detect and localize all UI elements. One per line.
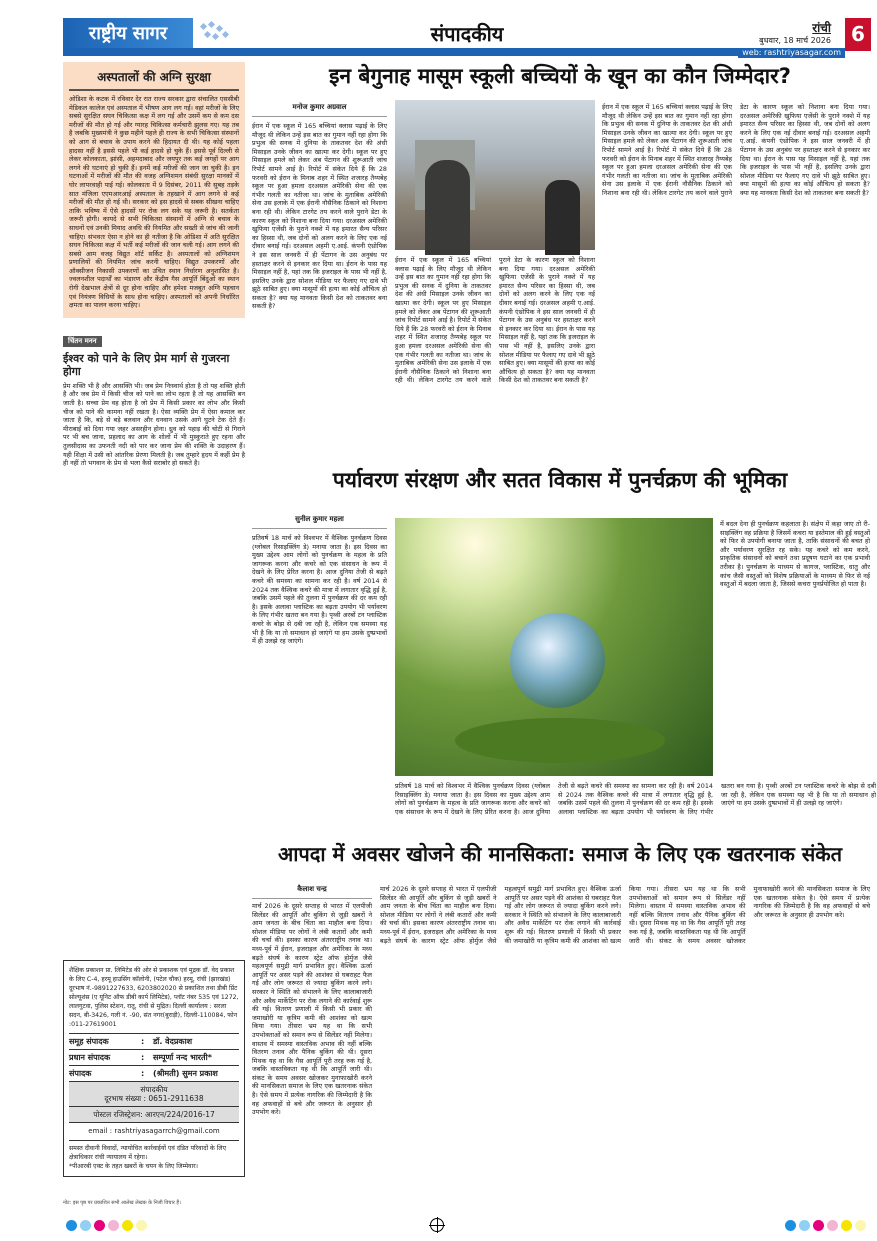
- chintan-manan-section: [63, 328, 245, 468]
- article2-col3: में बदल देना ही पुनर्चक्रण कहलाता है। संक्षेप में कहा जाए तो री-साइक्लिंग वह प्रक्रिया है जिसमें कचरा या इस्तेमाल की हुई वस्तुओं को फिर से उपयोगी बनाया जाता है, ताकि संसाधनों की बचत हो और पर्यावरण सुरक्षित रह सके। यह कचरे को कम करने, प्राकृतिक संसाधनों को बचाने तथा प्रदूषण घटाने का एक प्रभावी तरीका है। पुनर्चक्रण के माध्यम से कागज, प्लास्टिक, धातु और कांच जैसी वस्तुओं को विशेष प्रक्रियाओं के माध्यम से फिर से नई वस्तुओं में बदला जाता है, जिससे कचरा पुनर्प्रयोजित हो पाता है।: [720, 520, 870, 589]
- staff-row: [69, 1033, 239, 1049]
- chintan-body: प्रेम शक्ति भी है और आसक्ति भी। जब प्रेम निःस्वार्थ होता है तो यह शक्ति होती है और जब प्रेम में किसी चीज को पाने का लोभ रहता है तो यह आसक्ति बन जाती है। सच्चा प्रेम वह होता है जो प्रेम में किसी प्रकार का लोभ और किसी चीज को पाने की कामना नहीं रखता है। ऐसा व्यक्ति प्रेम में ऐसा कमाल कर जाता है कि, बड़े से बड़े बलवान और धनवान उसके आगे घुटने टेक देते हैं। मीराबाई को दिया गया जहर असरहीन होना। ध्रुव को पहाड़ की चोटी से गिराने पर भी बच जाना, प्रहलाद का आग के शोलों में भी मुस्कुराते हुए रहना और तुलसीदास का उफनती नदी को पार कर जाना प्रेम की शक्ति के उदाहरण हैं। यही शिक्षा में उसी को आंतरिक प्रेरणा मिलती है। जब तुम्हारे हृदय में कहीं प्रेम है ही नहीं तो भगवान के प्रेम से भला कैसे सराबोर हो सकते है।: [63, 381, 245, 468]
- section-title: संपादकीय: [430, 22, 504, 46]
- page-number: 6: [845, 18, 871, 51]
- masthead: [63, 18, 871, 48]
- article3-headline: आपदा में अवसर खोजने की मानसिकता: समाज के लिए एक खतरनाक संकेत: [277, 842, 843, 866]
- article1-col2: ईरान में एक स्कूल में 165 बच्चियां क्लास पढ़ाई के लिए मौजूद थी लेकिन उन्हें इस बात का गुमान नहीं रहा होगा कि प्रभुत्व की सनक में दुनिया के ताकतवर देश की अंधी मिसाइल उनके जीवन का खात्मा कर देगी। स्कूल पर हुए मिसाइल हमले को लेकर अब पेंटागन की शुरूआती जांच रिपोर्ट सामने आई है। रिपोर्ट में संकेत दिये हैं कि 28 फरवरी को ईरान के मिनाब शहर में स्थित शजारह तैय्यबेह स्कूल पर हुआ हमला दरअसल अमेरिकी सेना की एक गंभीर गलती का नतीजा था। जांच के मुताबिक अमेरिकी सेना उस इलाके में एक ईरानी नौसैनिक ठिकाने को निशाना बना रही थी। लेकिन टारगेट तय करने वाले पुराने डेटा के कारण स्कूल को निशाना बना दिया गया। दरअसल अमेरिकी खुफिया एजेंसी के पुराने नक्शे में यह इमारत सैन्य परिसर का हिस्सा थी, जब दोनों को अलग करने के लिए एक नई दीवार बनाई गई। दरअसल अहमी ए.आई. कंपनी एंथ्रोपिक ने इस साल जनवरी में ही पेंटागन के उस अनुबंध पर हस्ताक्षर करने से इनकार कर दिया था। ईरान के पास यह मिसाइल नहीं है, यहां तक कि इजराइल के पास भी नहीं है, इसलिए उनके द्वारा सोशल मीडिया पर फैलाए गए दावे भी झूठे साबित हुए। क्या मासूमों की हत्या का कोई औचित्य हो सकता है? क्या यह मानवता किसी देश को ताकतवर बना सकती है?: [395, 256, 595, 385]
- staff-role: संपादक: [69, 1069, 92, 1078]
- email-link[interactable]: email : rashtriyasagarrch@gmail.com: [69, 1122, 239, 1140]
- article2-col2: प्रतिवर्ष 18 मार्च को विश्वभर में वैश्विक पुनर्चक्रण दिवस (ग्लोबल रिसाइक्लिंग डे) मनाया जाता है। इस दिवस का मुख्य उद्देश्य आम लोगों को पुनर्चक्रण के महत्व के प्रति जागरूक करना और कचरे को एक संसाधन के रूप में देखने के लिए प्रेरित करना है। आज दुनिया तेजी से बढ़ते कचरे की समस्या का सामना कर रही है। वर्ष 2014 से 2024 तक वैश्विक कचरे की मात्रा में लगातार वृद्धि हुई है, जबकि उसमें पहले की तुलना में पुनर्चक्रण की दर कम रही है। इसके अलावा प्लास्टिक का बढ़ता उपयोग भी पर्यावरण के लिए गंभीर खतरा बन गया है। पृथ्वी अरबों टन प्लास्टिक कचरे के बोझ से दबी जा रही है, लेकिन एक समस्या यह भी है कि या तो समाधान हो जाएंगे या हम उसके दुष्प्रभावों में ही उलझे रह जाएंगे।: [395, 782, 876, 816]
- staff-name: (श्रीमती) सुमन प्रकाश: [153, 1069, 218, 1078]
- article1-author: मनोज कुमार अग्रवाल: [252, 103, 387, 117]
- editorial-title: अस्पतालों की अग्नि सुरक्षा: [69, 68, 239, 91]
- postal-registration: पोस्टल रजिस्ट्रेशन: आरएन/224/2016-17: [69, 1106, 239, 1122]
- article2-headline: पर्यावरण संरक्षण और सतत विकास में पुनर्चक्रण की भूमिका: [332, 468, 788, 492]
- article2-author: सुनील कुमार महला: [252, 515, 387, 529]
- newspaper-logo: राष्ट्रीय सागर: [63, 18, 193, 48]
- article1-col1: ईरान में एक स्कूल में 165 बच्चियां क्लास पढ़ाई के लिए मौजूद थी लेकिन उन्हें इस बात का गुमान नहीं रहा होगा कि प्रभुत्व की सनक में दुनिया के ताकतवर देश की अंधी मिसाइल उनके जीवन का खात्मा कर देगी। स्कूल पर हुए मिसाइल हमले को लेकर अब पेंटागन की शुरूआती जांच रिपोर्ट सामने आई है। रिपोर्ट में संकेत दिये हैं कि 28 फरवरी को ईरान के मिनाब शहर में स्थित शजारह तैय्यबेह स्कूल पर हुआ हमला दरअसल अमेरिकी सेना की एक गंभीर गलती का नतीजा था। जांच के मुताबिक अमेरिकी सेना उस इलाके में एक ईरानी नौसैनिक ठिकाने को निशाना बना रही थी। लेकिन टारगेट तय करने वाले पुराने डेटा के कारण स्कूल को निशाना बना दिया गया। दरअसल अमेरिकी खुफिया एजेंसी के पुराने नक्शे में यह इमारत सैन्य परिसर का हिस्सा थी, जब दोनों को अलग करने के लिए एक नई दीवार बनाई गई। दरअसल अहमी ए.आई. कंपनी एंथ्रोपिक ने इस साल जनवरी में ही पेंटागन के उस अनुबंध पर हस्ताक्षर करने से इनकार कर दिया था। ईरान के पास यह मिसाइल नहीं है, यहां तक कि इजराइल के पास भी नहीं है, इसलिए उनके द्वारा सोशल मीडिया पर फैलाए गए दावे भी झूठे साबित हुए। क्या मासूमों की हत्या का कोई औचित्य हो सकता है? क्या यह मानवता किसी देश को ताकतवर बना सकती है?: [252, 122, 387, 311]
- article2-col1: प्रतिवर्ष 18 मार्च को विश्वभर में वैश्विक पुनर्चक्रण दिवस (ग्लोबल रिसाइक्लिंग डे) मनाया जाता है। इस दिवस का मुख्य उद्देश्य आम लोगों को पुनर्चक्रण के महत्व के प्रति जागरूक करना और कचरे को एक संसाधन के रूप में देखने के लिए प्रेरित करना है। आज दुनिया तेजी से बढ़ते कचरे की समस्या का सामना कर रही है। वर्ष 2014 से 2024 तक वैश्विक कचरे की मात्रा में लगातार वृद्धि हुई है, जबकि उसमें पहले की तुलना में पुनर्चक्रण की दर कम रही है। इसके अलावा प्लास्टिक का बढ़ता उपयोग भी पर्यावरण के लिए गंभीर खतरा बन गया है। पृथ्वी अरबों टन प्लास्टिक कचरे के बोझ से दबी जा रही है, लेकिन एक समस्या यह भी है कि या तो समाधान हो जाएंगे या हम उसके दुष्प्रभावों में ही उलझे रह जाएंगे।: [252, 534, 387, 646]
- article3-author: कैलाश चन्द्र: [252, 885, 372, 899]
- registration-mark-icon: [430, 1218, 444, 1232]
- article2-byline-wrap: [252, 515, 387, 533]
- staff-row: [69, 1049, 239, 1065]
- editorial-body: ओडिशा के कटक में रविवार देर रात राज्य सरकार द्वारा संचालित एससीबी मेडिकल कालेज एवं अस्पताल में भीषण आग लग गई। वहां मरीजों के लिए सबसे सुरक्षित सघन चिकित्सा कक्ष में लग गई और उसमें कम से कम दस मरीजों की मौत हो गई और ग्यारह चिकित्सा कर्मचारी झुलस गए। यह तब है जबकि मुख्यमंत्री ने कुछ महीने पहले ही राज्य के सभी चिकित्सा संस्थानों को आग से बचाव के उपाय करने की हिदायत दी थी। यह कोई पहला हादसा नहीं है इससे पहले भी कई हादसे हो चुके हैं। इससे पूर्व दिल्ली से लेकर कोलकाता, झांसी, अहमदाबाद और जयपुर तक कई जगहों पर आग लगने की घटनाएं हो चुकी हैं। इनमें कई मरीजों की जान जा चुकी है। इन घटनाओं में मरीजों की मौत की वजह अग्निशमन संबंधी सुरक्षा मानकों में घोर लापरवाही पाई गई। कोलकाता में 9 दिसंबर, 2011 की सुबह तड़के सात मंजिला एएमआरआई अस्पताल के तहखाने में आग लगने से कई मरीजों की मौत हो गई थी। सरकार को इस हादसे से सबक सीखना चाहिए ताकि भविष्य में ऐसे हादसों पर रोक लग सके यह जरूरी है। सतर्कता जरूरी होगी। कायदे से सभी चिकित्सा संस्थानों में अग्नि से बचाव के साधनों एवं उनकी मियाद अवधि की नियमित और सख्ती से जांच की जानी चाहिए। संभवतः ऐसा न होने का ही नतीजा है कि ओडिशा में अति सुरक्षित सघन चिकित्सा कक्ष में भर्ती कई मरीजों की जान चली गई। आग लगने की सबसे आम वजह विद्युत शॉर्ट सर्किट है। अस्पतालों को अग्निशमन प्रणालियों की नियमित जांच करनी चाहिए। विद्युत उपकरणों और ऑक्सीजन निकासी उपकरणों का उचित स्थान निर्धारण अनुशासित है। ज्वलनशील पदार्थों का भंडारण और केंद्रीय गैस आपूर्ति बिंदुओं का स्थान रोगी देखभाल क्षेत्रों से दूर होना चाहिए और हमेशा मजबूत अग्नि पहचान एवं नियंत्रण विधियों के साथ होना चाहिए। अस्पतालों को अपनी निर्धारित क्षमता का पालन करना चाहिए।: [69, 95, 239, 310]
- staff-role: प्रधान संपादक: [69, 1053, 111, 1062]
- article1-col3: ईरान में एक स्कूल में 165 बच्चियां क्लास पढ़ाई के लिए मौजूद थी लेकिन उन्हें इस बात का गुमान नहीं रहा होगा कि प्रभुत्व की सनक में दुनिया के ताकतवर देश की अंधी मिसाइल उनके जीवन का खात्मा कर देगी। स्कूल पर हुए मिसाइल हमले को लेकर अब पेंटागन की शुरूआती जांच रिपोर्ट सामने आई है। रिपोर्ट में संकेत दिये हैं कि 28 फरवरी को ईरान के मिनाब शहर में स्थित शजारह तैय्यबेह स्कूल पर हुआ हमला दरअसल अमेरिकी सेना की एक गंभीर गलती का नतीजा था। जांच के मुताबिक अमेरिकी सेना उस इलाके में एक ईरानी नौसैनिक ठिकाने को निशाना बना रही थी। लेकिन टारगेट तय करने वाले पुराने डेटा के कारण स्कूल को निशाना बना दिया गया। दरअसल अमेरिकी खुफिया एजेंसी के पुराने नक्शे में यह इमारत सैन्य परिसर का हिस्सा थी, जब दोनों को अलग करने के लिए एक नई दीवार बनाई गई। दरअसल अहमी ए.आई. कंपनी एंथ्रोपिक ने इस साल जनवरी में ही पेंटागन के उस अनुबंध पर हस्ताक्षर करने से इनकार कर दिया था। ईरान के पास यह मिसाइल नहीं है, यहां तक कि इजराइल के पास भी नहीं है, इसलिए उनके द्वारा सोशल मीडिया पर फैलाए गए दावे भी झूठे साबित हुए। क्या मासूमों की हत्या का कोई औचित्य हो सकता है? क्या यह मानवता किसी देश को ताकतवर बना सकती है?: [602, 103, 870, 197]
- chintan-label: चिंतन मनन: [63, 336, 102, 347]
- article3-cols: मार्च 2026 के दूसरे सप्ताह से भारत में एलपीजी सिलेंडर की आपूर्ति और बुकिंग से जुड़ी खबरों ने आम जनता के बीच चिंता का माहौल बना दिया। सोशल मीडिया पर लोगों ने लंबी कतारों और कमी की चर्चा की। इसका कारण अंतरराष्ट्रीय तनाव था। मध्य-पूर्व में ईरान, इजराइल और अमेरिका के मध्य बढ़ते संघर्ष के कारण स्ट्रेट ऑफ होर्मुज जैसे महत्वपूर्ण समुद्री मार्ग प्रभावित हुए। वैश्विक ऊर्जा आपूर्ति पर असर पड़ने की आशंका से घबराहट फैल गई और लोग जरूरत से ज्यादा बुकिंग करने लगे। सरकार ने स्थिति को संभालने के लिए कालाबाजारी और अवैध मार्केटिंग पर रोक लगाने की कार्रवाई शुरू की गई। वितरण प्रणाली में किसी भी प्रकार की जमाखोरी या कृत्रिम कमी की आशंका को खत्म किया गया। तीसरा भ्रम यह था कि सभी उपभोक्ताओं को समान रूप से सिलेंडर नहीं मिलेगा। वास्तव में समस्या वास्तविक अभाव की नहीं बल्कि वितरण तनाव और पैनिक बुकिंग की थी। दूसरा मिथक यह था कि गैस आपूर्ति पूरी तरह रुक गई है, जबकि वास्तविकता यह थी कि आपूर्ति जारी थी। संकट के समय अवसर खोजकर मुनाफाखोरी करने की मानसिकता समाज के लिए एक खतरनाक संकेत है। ऐसे समय में प्रत्येक नागरिक की जिम्मेदारी है कि वह अफवाहों से बचे और जरूरत के अनुसार ही उपभोग करे।: [380, 885, 870, 945]
- article2-globe-photo: [395, 518, 713, 776]
- masthead-bar: [63, 48, 845, 56]
- disclaimer: नोट: इस पृष्ठ पर प्रकाशित सभी आलेख लेखक के निजी विचार हैं।: [63, 1200, 181, 1206]
- article3-col1: मार्च 2026 के दूसरे सप्ताह से भारत में एलपीजी सिलेंडर की आपूर्ति और बुकिंग से जुड़ी खबरों ने आम जनता के बीच चिंता का माहौल बना दिया। सोशल मीडिया पर लोगों ने लंबी कतारों और कमी की चर्चा की। इसका कारण अंतरराष्ट्रीय तनाव था। मध्य-पूर्व में ईरान, इजराइल और अमेरिका के मध्य बढ़ते संघर्ष के कारण स्ट्रेट ऑफ होर्मुज जैसे महत्वपूर्ण समुद्री मार्ग प्रभावित हुए। वैश्विक ऊर्जा आपूर्ति पर असर पड़ने की आशंका से घबराहट फैल गई और लोग जरूरत से ज्यादा बुकिंग करने लगे। सरकार ने स्थिति को संभालने के लिए कालाबाजारी और अवैध मार्केटिंग पर रोक लगाने की कार्रवाई शुरू की गई। वितरण प्रणाली में किसी भी प्रकार की जमाखोरी या कृत्रिम कमी की आशंका को खत्म किया गया। तीसरा भ्रम यह था कि सभी उपभोक्ताओं को समान रूप से सिलेंडर नहीं मिलेगा। वास्तव में समस्या वास्तविक अभाव की नहीं बल्कि वितरण तनाव और पैनिक बुकिंग की थी। दूसरा मिथक यह था कि गैस आपूर्ति पूरी तरह रुक गई है, जबकि वास्तविकता यह थी कि आपूर्ति जारी थी। संकट के समय अवसर खोजकर मुनाफाखोरी करने की मानसिकता समाज के लिए एक खतरनाक संकेत है। ऐसे समय में प्रत्येक नागरिक की जिम्मेदारी है कि वह अफवाहों से बचे और जरूरत के अनुसार ही उपभोग करे।: [252, 902, 372, 1117]
- globe-icon: [510, 613, 605, 708]
- jurisdiction-note: समस्त दीवानी विवादों, न्यायोचित कार्रवाईयों एवं दंडित परिवादों के लिए क्षेत्राधिकार रांची न्यायालय में रहेगा।: [69, 1140, 239, 1162]
- prb-note: *पीआरबी एक्ट के तहत खबरों के चयन के लिए जिम्मेवार।: [69, 1163, 198, 1170]
- edition-date: बुधवार, 18 मार्च 2026: [759, 36, 831, 45]
- imprint-box: [63, 960, 245, 1177]
- article1-headline: इन बेगुनाह मासूम स्कूली बच्चियों के खून का कौन जिम्मेदार?: [329, 64, 791, 88]
- website-link[interactable]: web: rashtriyasagar.com: [738, 48, 845, 58]
- staff-name: सम्पूर्णा नन्द भारती*: [153, 1053, 212, 1062]
- office-label: संपादकीय: [140, 1085, 168, 1094]
- office-phone: [69, 1081, 239, 1106]
- staff-name: डॉ. वेदप्रकाश: [153, 1037, 193, 1046]
- chintan-title: ईश्वर को पाने के लिए प्रेम मार्ग से गुजरना होगा: [63, 351, 230, 378]
- publisher-info: शैक्षिक प्रकाशन प्रा. लिमिटेड की ओर से प्रकाशक एवं मुद्रक डॉ. वेद प्रकाश के लिए C-4, हरमू हाउसिंग कॉलोनी, (पटेल चौक) हरमू, रांची (झारखंड) दूरभाष नं.-9891227633, 6203802020 से प्रकाशित तथा डीबी प्रिंट सोल्यूशंस (ए यूनिट ऑफ डीबी कार्प लिमिटेड), प्लॉट नंबर 535 एवं 1272, लालगुटवा, पुलिस स्टेशन, रातू, रांची से मुद्रित। दिल्ली कार्यालय : सरला सदन, बी-3426, गली नं. -90, संत नगर(बुराड़ी), दिल्ली-110084, फोन :011-27619001: [69, 967, 239, 1028]
- separator: :: [141, 1053, 145, 1062]
- article1-byline-wrap: [252, 103, 387, 121]
- editorial-box: [63, 62, 245, 318]
- separator: :: [141, 1069, 145, 1078]
- article3-byline-wrap: [252, 885, 372, 903]
- staff-role: समूह संपादक: [69, 1037, 109, 1046]
- decorative-dots-icon: [199, 22, 239, 44]
- staff-row: [69, 1065, 239, 1081]
- article1-rubble-photo: [395, 100, 595, 250]
- left-column: [63, 62, 245, 468]
- separator: :: [141, 1037, 145, 1046]
- edition-city: रांची: [812, 21, 831, 35]
- phone-number: दूरभाष संख्या : 0651-2911638: [104, 1094, 204, 1103]
- color-registration-strip: [785, 1220, 866, 1231]
- color-registration-strip: [66, 1220, 147, 1231]
